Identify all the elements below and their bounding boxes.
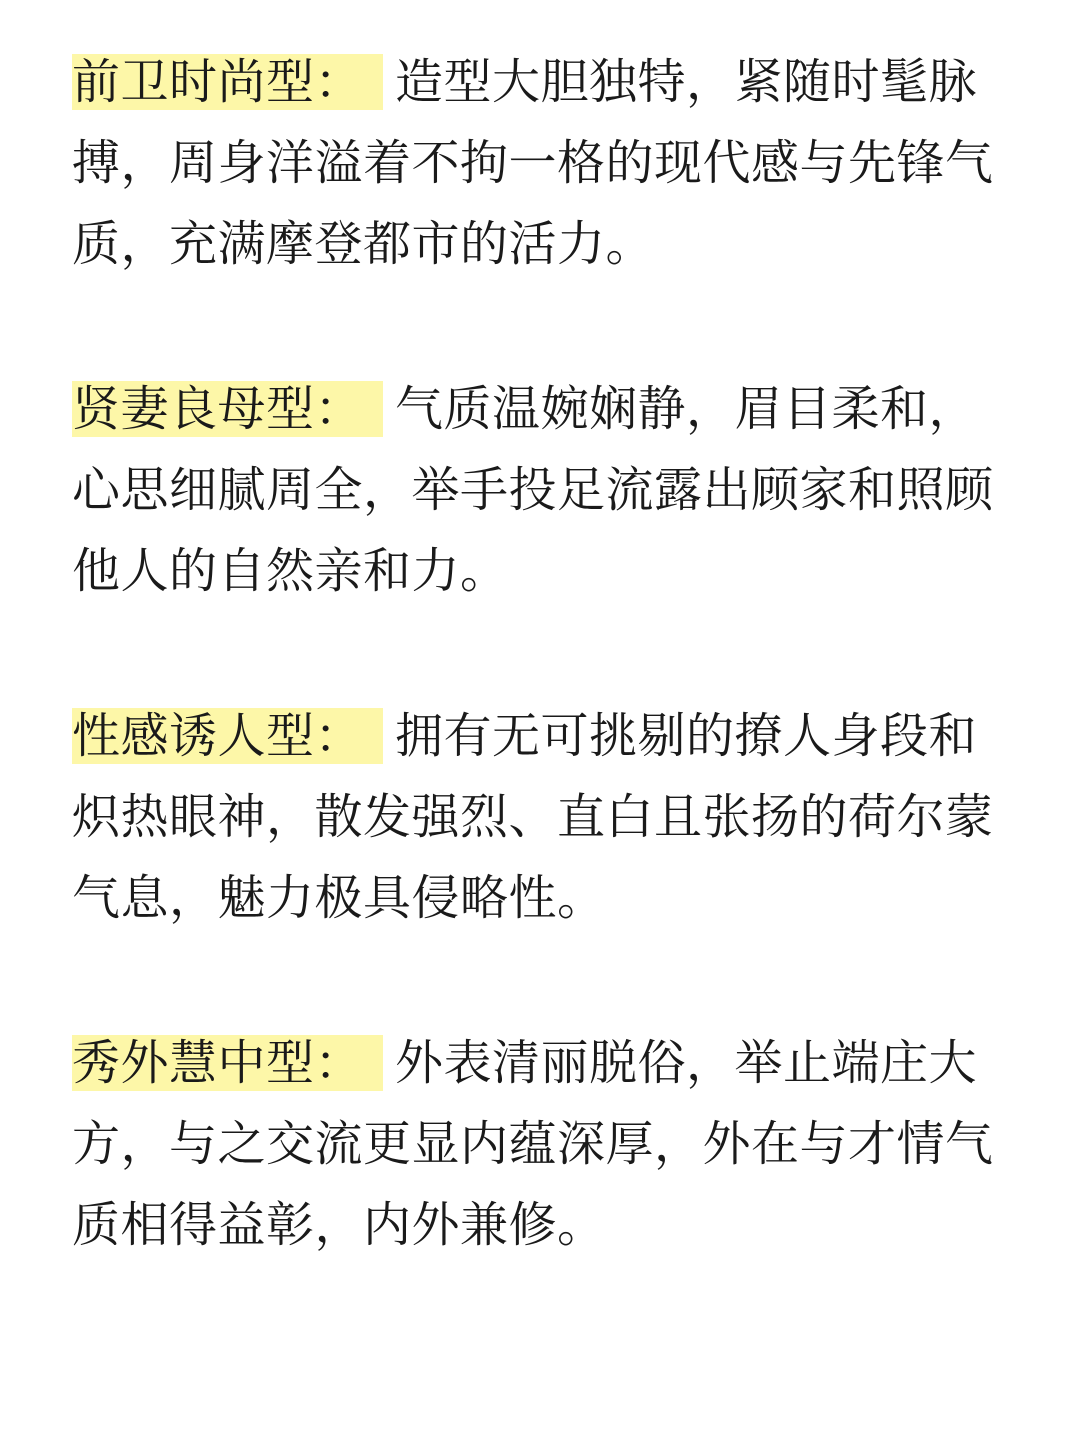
entry-title-highlight: 秀外慧中型： bbox=[72, 1035, 383, 1091]
entry-body-text: 外表清丽脱俗，举止端庄大方，与之交流更显内蕴深厚，外在与才情气质相得益彰，内外兼修。 bbox=[72, 1035, 994, 1253]
entry-beauty-and-brains bbox=[72, 1023, 1020, 1266]
entry-title-highlight: 性感诱人型： bbox=[72, 708, 383, 764]
entry-virtuous-wife bbox=[72, 369, 1020, 612]
entry-body-text: 造型大胆独特，紧随时髦脉搏，周身洋溢着不拘一格的现代感与先锋气质，充满摩登都市的活力。 bbox=[72, 54, 994, 272]
entry-avant-garde bbox=[72, 42, 1020, 285]
entry-title-highlight: 前卫时尚型： bbox=[72, 54, 383, 110]
entry-body-text: 拥有无可挑剔的撩人身段和炽热眼神，散发强烈、直白且张扬的荷尔蒙气息，魅力极具侵略性。 bbox=[72, 708, 994, 926]
entry-title-highlight: 贤妻良母型： bbox=[72, 381, 383, 437]
entry-seductive bbox=[72, 696, 1020, 939]
entry-body-text: 气质温婉娴静，眉目柔和，心思细腻周全，举手投足流露出顾家和照顾他人的自然亲和力。 bbox=[72, 381, 994, 599]
